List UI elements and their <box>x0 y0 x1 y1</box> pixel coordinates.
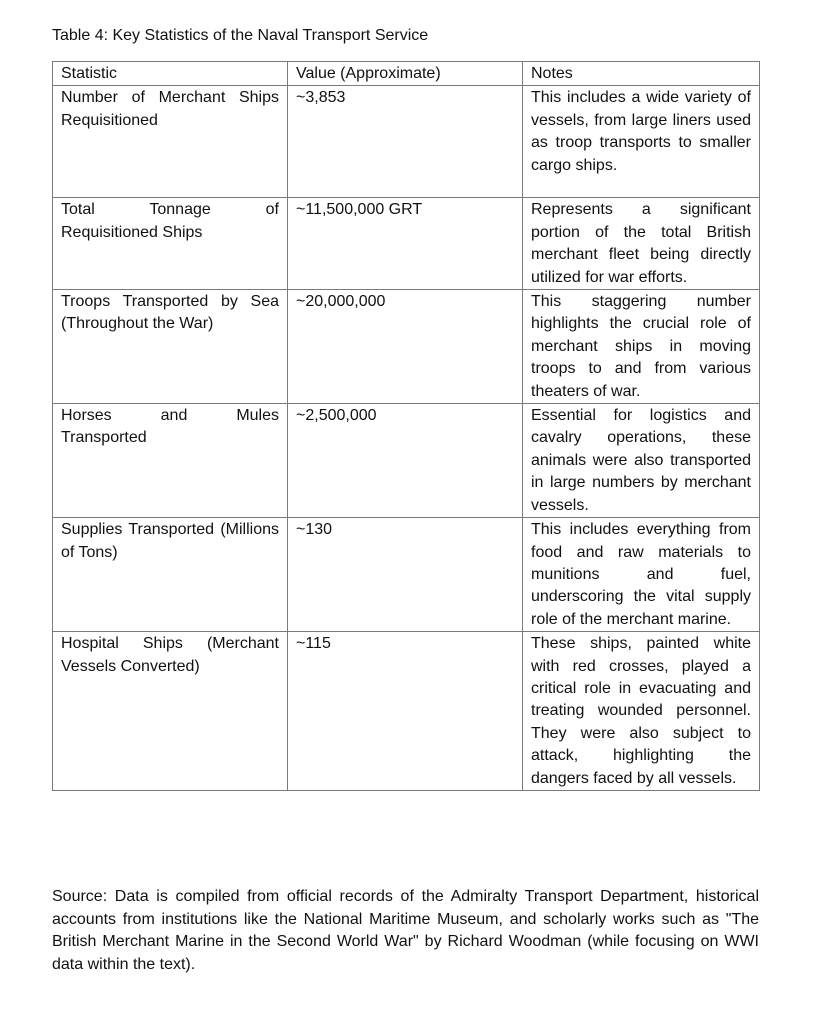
statistic-cell: Number of Merchant Ships Requisitioned <box>53 86 288 198</box>
notes-cell: This includes a wide variety of vessels, from large liners used as troop transports to smaller cargo ships. <box>523 86 760 198</box>
table-row <box>53 86 760 198</box>
table-row <box>53 518 760 632</box>
statistic-cell: Total Tonnage of Requisitioned Ships <box>53 198 288 290</box>
notes-cell: This includes everything from food and raw materials to munitions and fuel, underscoring the vital supply role of the merchant marine. <box>523 518 760 632</box>
statistic-cell: Hospital Ships (Merchant Vessels Converted) <box>53 632 288 791</box>
header-value: Value (Approximate) <box>288 62 523 86</box>
value-cell: ~20,000,000 <box>288 290 523 404</box>
table-row <box>53 404 760 518</box>
value-cell: ~11,500,000 GRT <box>288 198 523 290</box>
statistic-cell: Supplies Transported (Millions of Tons) <box>53 518 288 632</box>
statistic-cell: Troops Transported by Sea (Throughout the War) <box>53 290 288 404</box>
header-statistic: Statistic <box>53 62 288 86</box>
table-header-row <box>53 62 760 86</box>
value-cell: ~3,853 <box>288 86 523 198</box>
value-cell: ~115 <box>288 632 523 791</box>
notes-cell: Represents a significant portion of the total British merchant fleet being directly utilized for war efforts. <box>523 198 760 290</box>
source-note: Source: Data is compiled from official records of the Admiralty Transport Department, historical accounts from institutions like the National Maritime Museum, and scholarly works such as "The British Merchant Marine in the Second World War" by Richard Woodman (while focusing on WWI data within the text). <box>52 888 759 973</box>
notes-cell: Essential for logistics and cavalry operations, these animals were also transported in large numbers by merchant vessels. <box>523 404 760 518</box>
header-notes: Notes <box>523 62 760 86</box>
notes-cell: These ships, painted white with red crosses, played a critical role in evacuating and treating wounded personnel. They were also subject to attack, highlighting the dangers faced by all vessels. <box>523 632 760 791</box>
statistic-cell: Horses and Mules Transported <box>53 404 288 518</box>
table-caption: Table 4: Key Statistics of the Naval Transport Service <box>52 27 429 44</box>
table-row <box>53 198 760 290</box>
notes-cell: This staggering number highlights the crucial role of merchant ships in moving troops to and from various theaters of war. <box>523 290 760 404</box>
value-cell: ~130 <box>288 518 523 632</box>
statistics-table <box>52 61 760 791</box>
value-cell: ~2,500,000 <box>288 404 523 518</box>
table-row <box>53 290 760 404</box>
table-row <box>53 632 760 791</box>
